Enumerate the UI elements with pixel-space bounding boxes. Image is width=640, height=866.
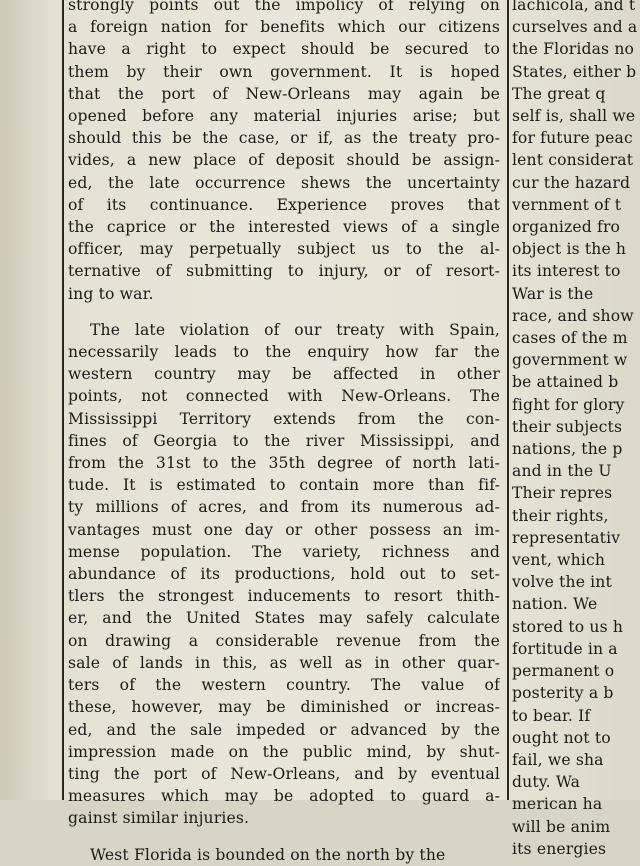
right-fragment-line: lent considerat [512,151,634,170]
main-article-column [68,0,500,866]
right-fragment-line: duty. Wa [512,773,581,792]
article-line: that the port of New-Orleans may again be [68,84,500,103]
article-line: sale of lands in this, as well as in other quar- [68,653,500,672]
article-line: opened before any material injuries arise; but [68,107,500,126]
column-rule-left [62,0,64,800]
right-fragment-line: fail, we sha [512,750,604,769]
right-fragment-line: States, either b [512,62,637,81]
right-fragment-line: lachicola, and t [512,0,636,14]
article-line: vides, a new place of deposit should be assign- [68,151,500,170]
article-line: necessarily leads to the enquiry how far the [68,343,500,362]
right-fragment-line: for future peac [512,129,633,148]
right-fragment-line: and in the U [512,462,612,481]
article-line: of its continuance. Experience proves that [68,195,500,214]
article-line: them by their own government. It is hoped [68,62,500,81]
article-line: these, however, may be diminished or increas- [68,698,500,717]
article-line: West Florida is bounded on the north by the [90,845,446,864]
article-line: The late violation of our treaty with Spain, [90,320,500,339]
article-line: tude. It is estimated to contain more than fif- [68,476,500,495]
right-fragment-line: to bear. If [512,706,591,725]
article-line: ty millions of acres, and from its numerous ad- [68,498,500,517]
right-fragment-line: volve the int [512,573,612,592]
article-line: ed, and the sale impeded or advanced by the [68,720,500,739]
article-line: er, and the United States may safely calculate [68,609,500,628]
right-fragment-line: Their repres [512,484,613,503]
article-line: officer, may perpetually subject us to the al- [68,240,500,259]
right-fragment-line: the Floridas no [512,40,635,59]
article-line: gainst similar injuries. [68,809,250,828]
article-line: measures which may be adopted to guard a- [68,787,500,806]
article-line: ing to war. [68,284,154,303]
article-paragraph-3 [68,844,500,866]
article-line: the caprice or the interested views of a single [68,218,500,237]
article-line: from the 31st to the 35th degree of north lati- [68,454,500,473]
right-fragment-line: cur the hazard [512,173,631,192]
right-fragment-line: War is the [512,284,594,303]
article-line: ters of the western country. The value of [68,676,500,695]
right-fragment-line: be attained b [512,373,619,392]
article-line: impression made on the public mind, by shut- [68,742,500,761]
article-line: vantages must one day or other possess an im- [68,520,500,539]
article-line: have a right to expect should be secured to [68,40,500,59]
right-fragment-line: merican ha [512,795,603,814]
right-fragment-line: nations, the p [512,440,623,459]
right-fragment-line: ought not to [512,728,611,747]
right-fragment-line: its energies [512,839,607,858]
article-paragraph-2 [68,319,500,830]
right-fragment-line: curselves and a [512,18,638,37]
article-line: western country may be affected in other [68,365,500,384]
article-line: Mississippi Territory extends from the con- [68,409,500,428]
right-fragment-line: object is the h [512,240,627,259]
article-line: points, not connected with New-Orleans. The [68,387,500,406]
article-line: ting the port of New-Orleans, and by eventual [68,764,500,783]
article-line: strongly points out the impolicy of relying on [68,0,500,14]
right-fragment-line: vernment of t [512,195,622,214]
right-fragment-line: cases of the m [512,329,628,348]
right-fragment-line: representativ [512,528,621,547]
right-fragment-line: stored to us h [512,617,624,636]
article-line: ternative of submitting to injury, or of resort- [68,262,500,281]
right-fragment-line: fight for glory [512,395,625,414]
right-fragment-line: vent, which [512,551,606,570]
article-line: abundance of its productions, hold out to set- [68,565,500,584]
right-fragment-line: organized fro [512,218,621,237]
article-line: a foreign nation for benefits which our citizens [68,18,500,37]
column-rule-right [507,0,509,800]
right-fragment-line: nation. We [512,595,598,614]
article-line: tlers the strongest inducements to resort thith- [68,587,500,606]
right-fragment-line: their subjects [512,417,623,436]
right-fragment-line: fortitude in a [512,639,618,658]
right-fragment-line: will be anim [512,817,611,836]
right-fragment-line: race, and show [512,306,634,325]
article-line: fines of Georgia to the river Mississippi, and [68,431,500,450]
article-line: ed, the late occurrence shews the uncertainty [68,173,500,192]
right-fragment-line: permanent o [512,662,615,681]
right-fragment-line: self is, shall we [512,107,636,126]
right-fragment-line: its interest to [512,262,621,281]
right-fragment-line: their rights, [512,506,609,525]
article-line: mense population. The variety, richness and [68,542,500,561]
right-fragment-line: The great q [512,84,606,103]
right-fragment-line: government w [512,351,628,370]
right-fragment-line: posterity a b [512,684,614,703]
article-paragraph-1 [68,0,500,305]
article-line: on drawing a considerable revenue from the [68,631,500,650]
article-line: should this be the case, or if, as the treaty pro- [68,129,500,148]
right-column-fragments [512,0,640,860]
